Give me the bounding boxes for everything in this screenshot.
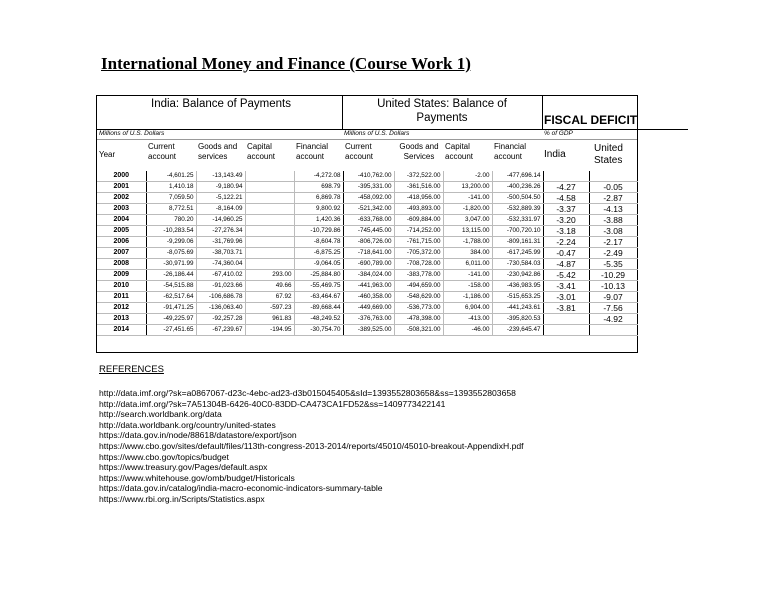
us-bop-header-line1: United States: Balance of bbox=[377, 98, 507, 110]
table-cell bbox=[245, 237, 294, 248]
table-cell: -376,763.00 bbox=[343, 314, 394, 325]
table-cell: -14,960.25 bbox=[196, 215, 245, 226]
table-cell bbox=[245, 215, 294, 226]
table-cell: -700,720.10 bbox=[492, 226, 543, 237]
reference-item: https://data.gov.in/catalog/india-macro-economic-indicators-summary-table bbox=[99, 483, 383, 494]
table-cell: -8,604.78 bbox=[294, 237, 343, 248]
table-row bbox=[97, 215, 637, 226]
col-us-goods-services: Goods and Services bbox=[399, 142, 439, 161]
reference-item: https://www.cbo.gov/sites/default/files/113th-congress-2013-2014/reports/45010/45010-breakout-AppendixH.pdf bbox=[99, 440, 524, 451]
table-cell: 780.20 bbox=[146, 215, 196, 226]
reference-item: https://data.gov.in/node/88618/datastore/export/json bbox=[99, 430, 297, 441]
table-cell: -9.07 bbox=[589, 292, 637, 303]
table-cell bbox=[589, 171, 637, 182]
table-cell bbox=[245, 204, 294, 215]
table-cell: -5,122.21 bbox=[196, 193, 245, 204]
table-cell: -4.58 bbox=[543, 193, 589, 204]
table-cell: -158.00 bbox=[443, 281, 492, 292]
col-us-capital-account: Capital account bbox=[445, 142, 474, 161]
year-cell: 2011 bbox=[97, 292, 146, 303]
table-cell: -4.13 bbox=[589, 204, 637, 215]
col-us-current-account: Current account bbox=[345, 142, 374, 161]
table-cell: -92,257.28 bbox=[196, 314, 245, 325]
table-cell: -3.88 bbox=[589, 215, 637, 226]
table-cell: -4.92 bbox=[589, 314, 637, 325]
table-cell: -730,584.03 bbox=[492, 259, 543, 270]
table-cell bbox=[245, 182, 294, 193]
table-row bbox=[97, 270, 637, 281]
table-cell: 13,200.00 bbox=[443, 182, 492, 193]
table-cell: 7,059.50 bbox=[146, 193, 196, 204]
table-cell bbox=[543, 171, 589, 182]
table-cell: 8,772.51 bbox=[146, 204, 196, 215]
table-cell: -25,884.80 bbox=[294, 270, 343, 281]
table-cell: -49,225.97 bbox=[146, 314, 196, 325]
table-cell: -410,762.00 bbox=[343, 171, 394, 182]
table-cell: -1,186.00 bbox=[443, 292, 492, 303]
table-cell: -705,372.00 bbox=[394, 248, 443, 259]
table-cell: -106,686.78 bbox=[196, 292, 245, 303]
reference-item: http://data.worldbank.org/country/united-states bbox=[99, 419, 276, 430]
table-cell: 6,869.78 bbox=[294, 193, 343, 204]
table-cell: -48,249.52 bbox=[294, 314, 343, 325]
table-cell: -13,143.49 bbox=[196, 171, 245, 182]
header-divider bbox=[542, 96, 543, 130]
table-cell: -3.37 bbox=[543, 204, 589, 215]
table-cell: -436,983.95 bbox=[492, 281, 543, 292]
units-us: Millions of U.S. Dollars bbox=[344, 130, 410, 137]
india-bop-header: India: Balance of Payments bbox=[151, 98, 291, 110]
col-fd-india: India bbox=[544, 149, 566, 160]
col-fd-united-states: United States bbox=[594, 143, 623, 166]
table-cell: -67,410.02 bbox=[196, 270, 245, 281]
reference-item: https://www.cbo.gov/topics/budget bbox=[99, 451, 229, 462]
table-cell: -27,276.34 bbox=[196, 226, 245, 237]
table-cell: -441,963.00 bbox=[343, 281, 394, 292]
table-cell: -633,768.00 bbox=[343, 215, 394, 226]
table-cell: -413.00 bbox=[443, 314, 492, 325]
year-cell: 2013 bbox=[97, 314, 146, 325]
table-row bbox=[97, 303, 637, 314]
table-row bbox=[97, 325, 637, 336]
units-india: Millions of U.S. Dollars bbox=[99, 130, 165, 137]
table-cell: 961.83 bbox=[245, 314, 294, 325]
table-cell: -3.20 bbox=[543, 215, 589, 226]
reference-item: https://www.treasury.gov/Pages/default.aspx bbox=[99, 462, 268, 473]
table-cell: -2.87 bbox=[589, 193, 637, 204]
header-divider bbox=[342, 96, 343, 130]
table-cell: -194.95 bbox=[245, 325, 294, 336]
table-cell: -761,715.00 bbox=[394, 237, 443, 248]
table-cell: 293.00 bbox=[245, 270, 294, 281]
table-row bbox=[97, 248, 637, 259]
table-cell: -9,064.05 bbox=[294, 259, 343, 270]
table-cell bbox=[245, 248, 294, 259]
table-cell bbox=[589, 325, 637, 336]
table-cell: -0.05 bbox=[589, 182, 637, 193]
table-cell: -6,875.25 bbox=[294, 248, 343, 259]
table-cell: -597.23 bbox=[245, 303, 294, 314]
table-cell: -418,956.00 bbox=[394, 193, 443, 204]
table-cell: -690,789.00 bbox=[343, 259, 394, 270]
table-cell: -458,092.00 bbox=[343, 193, 394, 204]
table-cell: -63,464.67 bbox=[294, 292, 343, 303]
table-cell: -400,236.26 bbox=[492, 182, 543, 193]
table-cell: -809,161.31 bbox=[492, 237, 543, 248]
table-cell: 1,410.18 bbox=[146, 182, 196, 193]
table-cell: -609,884.00 bbox=[394, 215, 443, 226]
fiscal-deficit-header: FISCAL DEFICIT bbox=[544, 113, 638, 127]
references-list bbox=[99, 388, 524, 505]
col-india-goods-services: Goods and services bbox=[198, 142, 238, 161]
reference-item: http://data.imf.org/?sk=a0867067-d23c-4ebc-ad23-d3b015045405&sId=1393552803658&ss=1393552803658 bbox=[99, 388, 516, 398]
table-cell: -54,515.88 bbox=[146, 281, 196, 292]
table-row bbox=[97, 171, 637, 182]
table-cell: -460,358.00 bbox=[343, 292, 394, 303]
table-cell: 384.00 bbox=[443, 248, 492, 259]
table-cell: -521,342.00 bbox=[343, 204, 394, 215]
table-row bbox=[97, 259, 637, 270]
table-cell: -4,272.08 bbox=[294, 171, 343, 182]
year-cell: 2003 bbox=[97, 204, 146, 215]
table-cell: -532,889.39 bbox=[492, 204, 543, 215]
table-cell: -383,778.00 bbox=[394, 270, 443, 281]
year-cell: 2005 bbox=[97, 226, 146, 237]
table-cell: -91,023.66 bbox=[196, 281, 245, 292]
table-cell: -2.00 bbox=[443, 171, 492, 182]
table-cell bbox=[543, 314, 589, 325]
col-india-capital-account: Capital account bbox=[247, 142, 276, 161]
table-row bbox=[97, 182, 637, 193]
table-cell: -10.13 bbox=[589, 281, 637, 292]
table-cell: -493,893.00 bbox=[394, 204, 443, 215]
table-cell: -395,331.00 bbox=[343, 182, 394, 193]
table-cell: -500,504.50 bbox=[492, 193, 543, 204]
table-cell: -10.29 bbox=[589, 270, 637, 281]
table-cell: -806,726.00 bbox=[343, 237, 394, 248]
table-cell bbox=[245, 171, 294, 182]
page-title: International Money and Finance (Course Work 1) bbox=[101, 54, 471, 73]
table-cell: 9,800.92 bbox=[294, 204, 343, 215]
table-cell: 698.79 bbox=[294, 182, 343, 193]
table-cell bbox=[543, 325, 589, 336]
table-cell: -136,063.40 bbox=[196, 303, 245, 314]
table-cell: -708,728.00 bbox=[394, 259, 443, 270]
table-cell: -478,398.00 bbox=[394, 314, 443, 325]
units-gdp: % of GDP bbox=[544, 130, 573, 137]
table-cell: -1,820.00 bbox=[443, 204, 492, 215]
table-cell: -515,653.25 bbox=[492, 292, 543, 303]
table-cell: -536,773.00 bbox=[394, 303, 443, 314]
us-bop-header-line2: Payments bbox=[416, 112, 468, 124]
table-cell: 6,011.00 bbox=[443, 259, 492, 270]
col-us-financial-account: Financial account bbox=[494, 142, 527, 161]
table-cell: -477,696.14 bbox=[492, 171, 543, 182]
table-cell: -30,754.70 bbox=[294, 325, 343, 336]
units-rule bbox=[97, 139, 637, 140]
table-cell: -30,971.99 bbox=[146, 259, 196, 270]
table-cell: -508,321.00 bbox=[394, 325, 443, 336]
table-cell: -395,820.53 bbox=[492, 314, 543, 325]
table-row bbox=[97, 292, 637, 303]
year-cell: 2004 bbox=[97, 215, 146, 226]
table-cell: -26,186.44 bbox=[146, 270, 196, 281]
table-cell: -3.01 bbox=[543, 292, 589, 303]
table-cell: -62,517.64 bbox=[146, 292, 196, 303]
table-cell: -1,788.00 bbox=[443, 237, 492, 248]
table-cell: -441,243.61 bbox=[492, 303, 543, 314]
table-cell: -4,601.25 bbox=[146, 171, 196, 182]
table-cell: -5.35 bbox=[589, 259, 637, 270]
table-cell: 1,420.36 bbox=[294, 215, 343, 226]
table-cell: -2.49 bbox=[589, 248, 637, 259]
year-cell: 2010 bbox=[97, 281, 146, 292]
table-cell: -745,445.00 bbox=[343, 226, 394, 237]
table-cell: -718,641.00 bbox=[343, 248, 394, 259]
table-row bbox=[97, 193, 637, 204]
table-cell: -27,451.65 bbox=[146, 325, 196, 336]
table-cell: -548,629.00 bbox=[394, 292, 443, 303]
table-row bbox=[97, 314, 637, 325]
table-cell: 3,047.00 bbox=[443, 215, 492, 226]
year-cell: 2012 bbox=[97, 303, 146, 314]
table-cell: -239,645.47 bbox=[492, 325, 543, 336]
table-cell: -10,729.86 bbox=[294, 226, 343, 237]
table-cell: -3.08 bbox=[589, 226, 637, 237]
table-cell: -372,522.00 bbox=[394, 171, 443, 182]
table-cell bbox=[245, 259, 294, 270]
table-cell: -8,164.09 bbox=[196, 204, 245, 215]
year-cell: 2001 bbox=[97, 182, 146, 193]
table-cell: -494,659.00 bbox=[394, 281, 443, 292]
year-cell: 2006 bbox=[97, 237, 146, 248]
year-cell: 2000 bbox=[97, 171, 146, 182]
table-cell: -230,942.86 bbox=[492, 270, 543, 281]
table-cell: -5.42 bbox=[543, 270, 589, 281]
table-cell: -67,239.67 bbox=[196, 325, 245, 336]
table-cell: -141.00 bbox=[443, 270, 492, 281]
table-cell: -38,703.71 bbox=[196, 248, 245, 259]
table-row bbox=[97, 226, 637, 237]
table-cell: -3.81 bbox=[543, 303, 589, 314]
table-cell: -361,516.00 bbox=[394, 182, 443, 193]
reference-item: http://search.worldbank.org/data bbox=[99, 409, 222, 420]
table-cell: -3.41 bbox=[543, 281, 589, 292]
table-cell: -91,471.25 bbox=[146, 303, 196, 314]
table-cell: 49.66 bbox=[245, 281, 294, 292]
table-cell: 13,115.00 bbox=[443, 226, 492, 237]
table-cell: -3.18 bbox=[543, 226, 589, 237]
table-cell bbox=[245, 226, 294, 237]
table-cell: -55,469.75 bbox=[294, 281, 343, 292]
table-cell: -9,180.94 bbox=[196, 182, 245, 193]
year-cell: 2002 bbox=[97, 193, 146, 204]
col-india-financial-account: Financial account bbox=[296, 142, 329, 161]
year-cell: 2009 bbox=[97, 270, 146, 281]
table-cell: -74,360.04 bbox=[196, 259, 245, 270]
table-cell: -141.00 bbox=[443, 193, 492, 204]
year-cell: 2007 bbox=[97, 248, 146, 259]
table-cell: -0.47 bbox=[543, 248, 589, 259]
table-cell: -2.17 bbox=[589, 237, 637, 248]
table-cell: 67.92 bbox=[245, 292, 294, 303]
table-cell: -9,299.06 bbox=[146, 237, 196, 248]
table-cell bbox=[245, 193, 294, 204]
reference-item: https://www.whitehouse.gov/omb/budget/Historicals bbox=[99, 472, 295, 483]
table-cell: -2.24 bbox=[543, 237, 589, 248]
table-row bbox=[97, 237, 637, 248]
table-cell: -384,024.00 bbox=[343, 270, 394, 281]
table-cell: -4.87 bbox=[543, 259, 589, 270]
table-cell: -532,331.97 bbox=[492, 215, 543, 226]
references-title: REFERENCES bbox=[99, 364, 164, 375]
col-india-current-account: Current account bbox=[148, 142, 177, 161]
table-cell: -10,283.54 bbox=[146, 226, 196, 237]
table-cell: -89,668.44 bbox=[294, 303, 343, 314]
table-row bbox=[97, 204, 637, 215]
year-cell: 2014 bbox=[97, 325, 146, 336]
col-year: Year bbox=[99, 150, 116, 159]
table-cell: -31,769.96 bbox=[196, 237, 245, 248]
reference-item: http://data.imf.org/?sk=7A51304B-6426-40C0-83DD-CA473CA1FD52&ss=1409773422141 bbox=[99, 398, 446, 409]
reference-item: https://www.rbi.org.in/Scripts/Statistics.aspx bbox=[99, 493, 265, 504]
table-cell: -7.56 bbox=[589, 303, 637, 314]
table-cell: 6,904.00 bbox=[443, 303, 492, 314]
table-cell: -4.27 bbox=[543, 182, 589, 193]
table-cell: -714,252.00 bbox=[394, 226, 443, 237]
table-cell: -617,245.99 bbox=[492, 248, 543, 259]
table-row bbox=[97, 281, 637, 292]
table-cell: -46.00 bbox=[443, 325, 492, 336]
year-cell: 2008 bbox=[97, 259, 146, 270]
table-cell: -8,075.69 bbox=[146, 248, 196, 259]
table-cell: -389,525.00 bbox=[343, 325, 394, 336]
table-cell: -449,669.00 bbox=[343, 303, 394, 314]
data-table bbox=[97, 171, 638, 336]
